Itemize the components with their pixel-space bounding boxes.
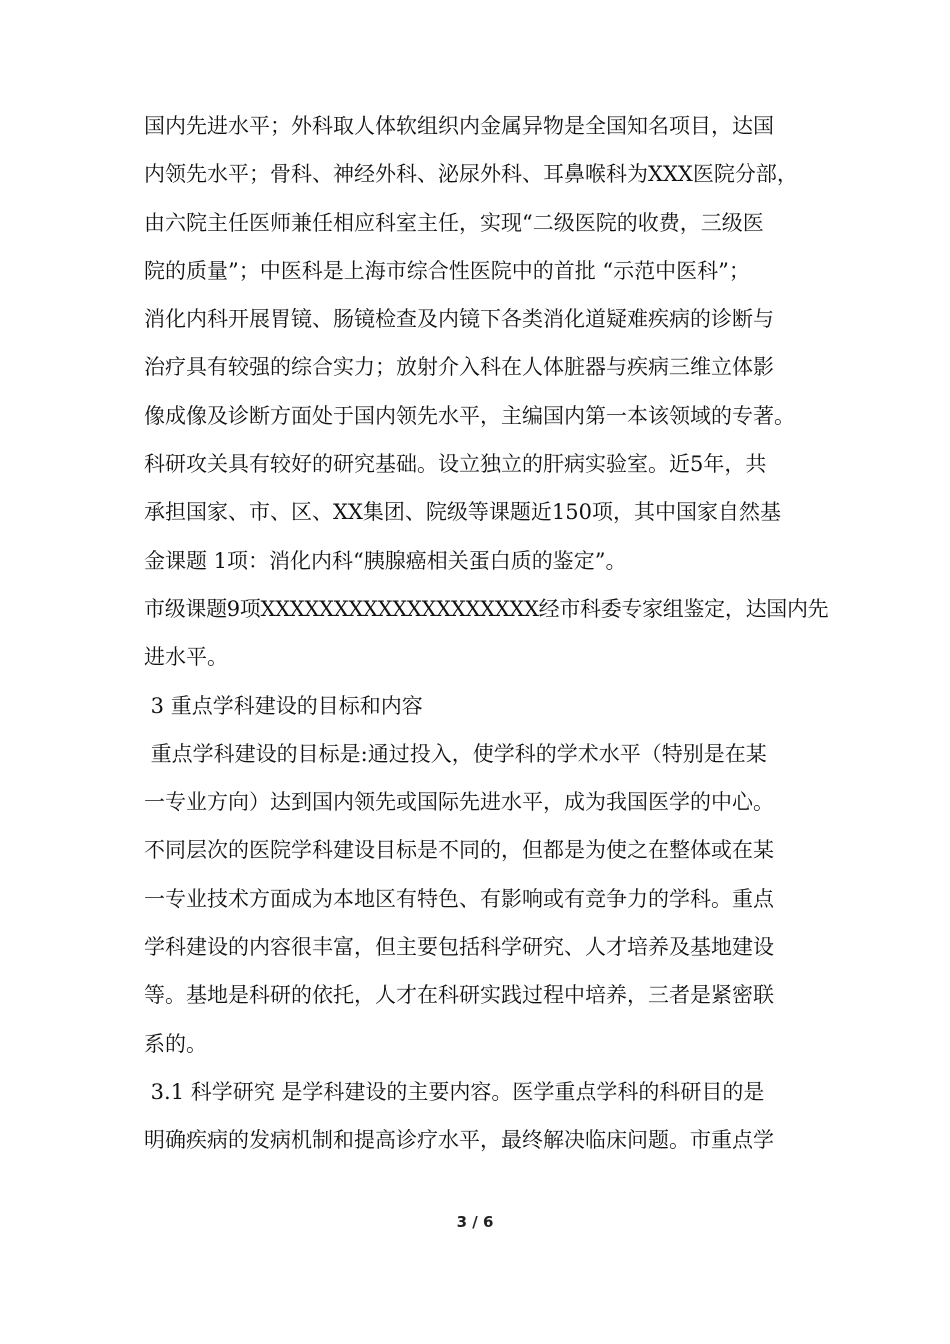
text-line: 等。基地是科研的依托，人才在科研实践过程中培养，三者是紧密联: [144, 983, 774, 1008]
text-line: 进水平。: [144, 645, 228, 670]
text-line: 国内先进水平；外科取人体软组织内金属异物是全国知名项目，达国: [144, 114, 774, 138]
text-line: 像成像及诊断方面处于国内领先水平，主编国内第一本该领域的专著。: [144, 403, 795, 428]
text-line: 由六院主任医师兼任相应科室主任，实现“二级医院的收费，三级医: [144, 210, 764, 235]
text-line: 金课题 1项：消化内科“胰腺癌相关蛋白质的鉴定”。: [144, 548, 627, 573]
text-line: 市级课题9项XXXXXXXXXXXXXXXXXXX经市科委专家组鉴定，达国内先: [144, 596, 829, 621]
text-line: 科研攻关具有较好的研究基础。设立独立的肝病实验室。近5年，共: [144, 452, 767, 477]
text-line: 内领先水平；骨科、神经外科、泌尿外科、耳鼻喉科为XXX医院分部，: [144, 162, 798, 187]
text-line: 3.1 科学研究 是学科建设的主要内容。医学重点学科的科研目的是: [144, 1079, 765, 1104]
text-line: 院的质量”；中医科是上海市综合性医院中的首批 “示范中医科”；: [144, 258, 750, 283]
text-line: 不同层次的医院学科建设目标是不同的，但都是为使之在整体或在某: [144, 838, 774, 863]
text-line: 治疗具有较强的综合实力；放射介入科在人体脏器与疾病三维立体影: [144, 355, 774, 380]
text-line: 一专业技术方面成为本地区有特色、有影响或有竞争力的学科。重点: [144, 886, 774, 911]
text-line: 一专业方向）达到国内领先或国际先进水平，成为我国医学的中心。: [144, 790, 774, 815]
document-body: [144, 102, 829, 1165]
text-line: 明确疾病的发病机制和提高诊疗水平，最终解决临床问题。市重点学: [144, 1128, 774, 1153]
section-heading: 3 重点学科建设的目标和内容: [144, 693, 423, 718]
text-line: 消化内科开展胃镜、肠镜检查及内镜下各类消化道疑难疾病的诊断与: [144, 307, 774, 332]
text-line: 系的。: [144, 1031, 207, 1056]
page-number: 3 / 6: [456, 1213, 494, 1231]
text-line: 重点学科建设的目标是:通过投入，使学科的学术水平（特别是在某: [144, 741, 767, 766]
text-line: 学科建设的内容很丰富，但主要包括科学研究、人才培养及基地建设: [144, 935, 774, 960]
text-line: 承担国家、市、区、XX集团、院级等课题近150项，其中国家自然基: [144, 500, 781, 525]
